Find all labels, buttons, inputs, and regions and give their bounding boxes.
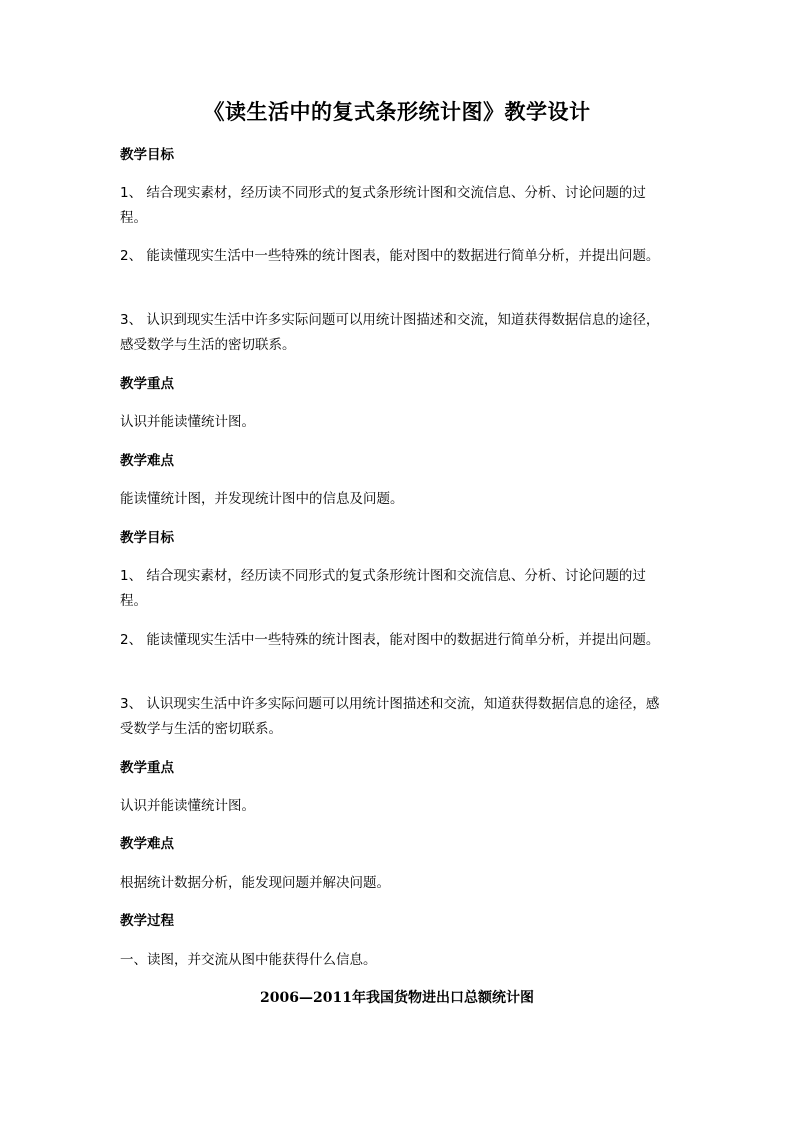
section1-difficulty-heading: 教学难点 [120,453,174,469]
chart-caption: 2006—2011年我国货物进出口总额统计图 [260,990,534,1006]
section2-key-heading: 教学重点 [120,760,174,776]
process-heading: 教学过程 [120,913,174,929]
section2-difficulty-heading: 教学难点 [120,836,174,852]
section1-difficulty-text: 能读懂统计图，并发现统计图中的信息及问题。 [120,491,404,507]
section2-goal-1: 1、 结合现实素材，经历读不同形式的复式条形统计图和交流信息、分析、讨论问题的过程。 [120,568,646,609]
section1-key-heading: 教学重点 [120,376,174,392]
section1-key-text: 认识并能读懂统计图。 [120,414,255,430]
section1-goal-heading: 教学目标 [120,147,174,163]
section2-key-text: 认识并能读懂统计图。 [120,798,255,814]
page-title: 《读生活中的复式条形统计图》教学设计 [203,100,591,124]
section1-goal-1: 1、 结合现实素材，经历读不同形式的复式条形统计图和交流信息、分析、讨论问题的过程。 [120,185,646,226]
section2-difficulty-text: 根据统计数据分析，能发现问题并解决问题。 [120,875,390,891]
section1-goal-3: 3、 认识到现实生活中许多实际问题可以用统计图描述和交流，知道获得数据信息的途径，感受数学与生活的密切联系。 [120,312,660,353]
section2-goal-2: 2、 能读懂现实生活中一些特殊的统计图表，能对图中的数据进行简单分析，并提出问题。 [120,632,660,648]
section1-goal-2: 2、 能读懂现实生活中一些特殊的统计图表，能对图中的数据进行简单分析，并提出问题。 [120,248,660,264]
process-step-1: 一、读图，并交流从图中能获得什么信息。 [120,952,377,968]
section2-goal-heading: 教学目标 [120,530,174,546]
section2-goal-3: 3、 认识现实生活中许多实际问题可以用统计图描述和交流，知道获得数据信息的途径，感受数学与生活的密切联系。 [120,696,660,737]
